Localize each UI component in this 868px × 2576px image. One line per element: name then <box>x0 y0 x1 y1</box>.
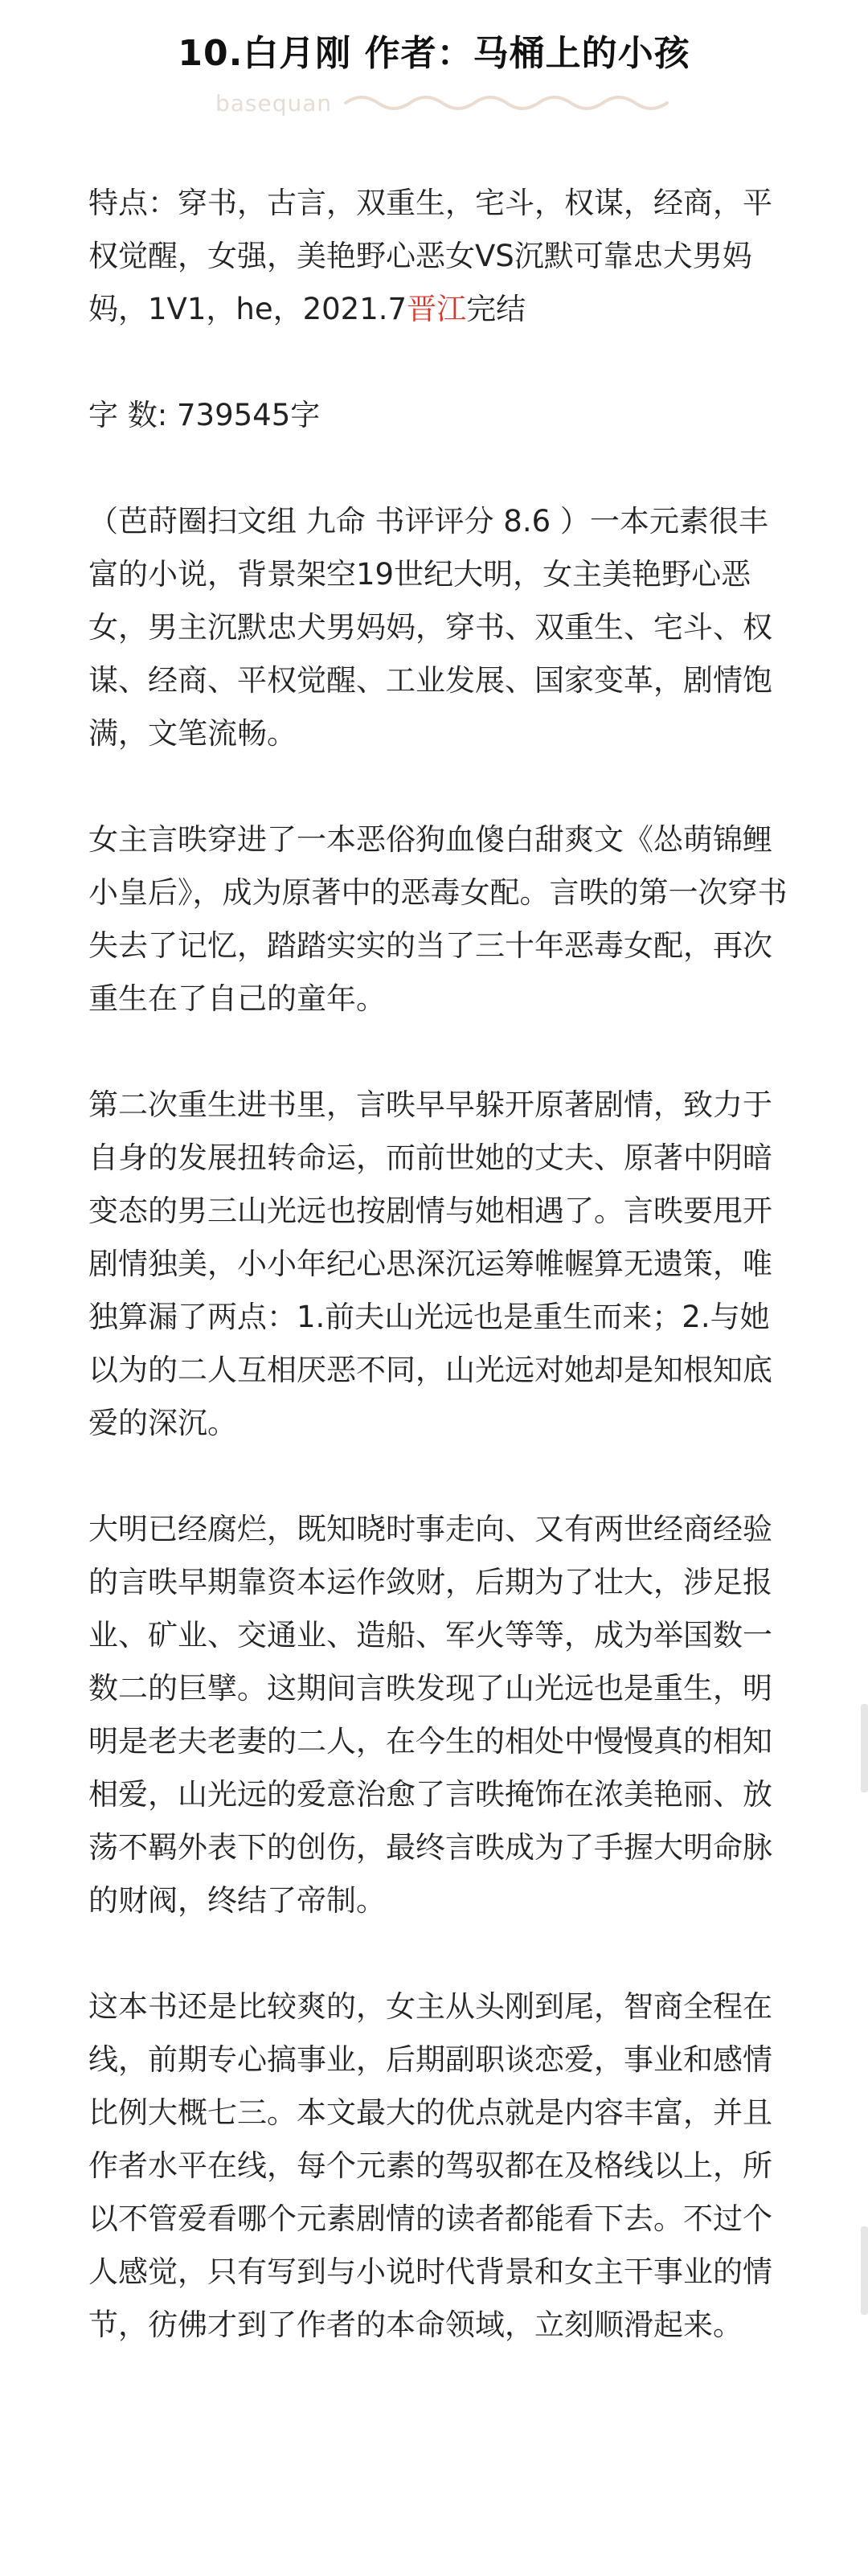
paragraph-review: （芭莳圈扫文组 九命 书评评分 8.6 ）一本元素很丰富的小说，背景架空19世纪大明，女主美艳野心恶女，男主沉默忠犬男妈妈，穿书、双重生、宅斗、权谋、经商、平权觉醒、工业发展、国家变革，剧情饱满，文笔流畅。 <box>88 504 772 751</box>
paragraph-development: 大明已经腐烂，既知晓时事走向、又有两世经商经验的言昳早期靠资本运作敛财，后期为了壮大，涉足报业、矿业、交通业、造船、军火等等，成为举国数一数二的巨擘。这期间言昳发现了山光远也是重生，明明是老夫老妻的二人，在今生的相处中慢慢真的相知相爱，山光远的爱意治愈了言昳掩饰在浓美艳丽、放荡不羁外表下的创伤，最终言昳成为了手握大明命脉的财阀，终结了帝制。 <box>88 1512 772 1918</box>
paragraph-rebirth: 第二次重生进书里，言昳早早躲开原著剧情，致力于自身的发展扭转命运，而前世她的丈夫、原著中阴暗变态的男三山光远也按剧情与她相遇了。言昳要甩开剧情独美，小小年纪心思深沉运筹帷幄算无遗策，唯独算漏了两点：1.前夫山光远也是重生而来；2.与她以为的二人互相厌恶不同，山光远对她却是知根知底爱的深沉。 <box>88 1087 772 1440</box>
features-paragraph <box>88 177 796 336</box>
paragraph-premise: 女主言昳穿进了一本恶俗狗血傻白甜爽文《怂萌锦鲤小皇后》，成为原著中的恶毒女配。言昳的第一次穿书失去了记忆，踏踏实实的当了三十年恶毒女配，再次重生在了自己的童年。 <box>88 822 788 1016</box>
watermark-label: basequan <box>215 90 333 117</box>
article-body <box>88 177 796 2405</box>
paragraph-opinion: 这本书还是比较爽的，女主从头刚到尾，智商全程在线，前期专心搞事业，后期副职谈恋爱，事业和感情比例大概七三。本文最大的优点就是内容丰富，并且作者水平在线，每个元素的驾驭都在及格线以上，所以不管爱看哪个元素剧情的读者都能看下去。不过个人感觉，只有写到与小说时代背景和女主干事业的情节，彷佛才到了作者的本命领域，立刻顺滑起来。 <box>88 1989 772 2342</box>
features-suffix: 完结 <box>466 292 526 326</box>
scrollbar-thumb[interactable] <box>861 1704 868 1792</box>
word-count: 字 数: 739545字 <box>88 398 321 432</box>
scrollbar-thumb-lower[interactable] <box>861 2226 868 2315</box>
features-text: 特点：穿书，古言，双重生，宅斗，权谋，经商，平权觉醒，女强，美艳野心恶女VS沉默可靠忠犬男妈妈，1V1，he，2021.7 <box>88 186 772 326</box>
platform-highlight: 晋江 <box>407 292 467 326</box>
page-title: 10.白月刚 作者：马桶上的小孩 <box>178 33 690 74</box>
